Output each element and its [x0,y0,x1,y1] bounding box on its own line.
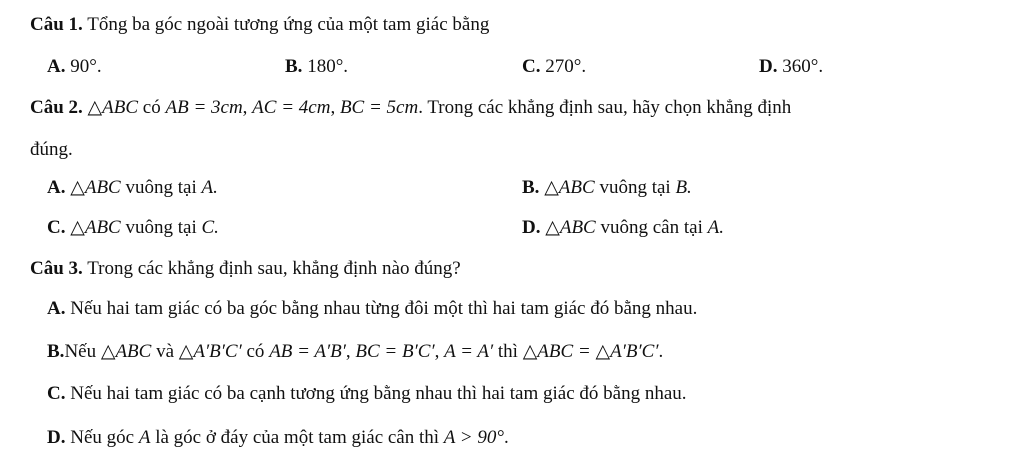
option-text: vuông tại [125,177,197,198]
question-2-rest: . Trong các khẳng định sau, hãy chọn khẳng định [418,97,792,118]
option-letter: A. [47,177,66,198]
triangle-abc: △ABC [70,177,121,198]
vertex-label: A. [707,217,724,238]
vertex-label: A. [201,177,218,198]
triangle-abc: △ABC [87,97,139,118]
word-neu: Nếu [64,341,97,362]
option-text: Nếu hai tam giác có ba cạnh tương ứng bằng nhau thì hai tam giác đó bằng nhau. [70,383,687,404]
question-1-text: Tổng ba góc ngoài tương ứng của một tam giác bằng [87,14,490,35]
option-text: vuông tại [599,177,671,198]
option-text: Nếu góc [70,427,135,448]
triangle-abc: △ABC [70,217,121,238]
question-1 [30,13,489,37]
option-value: 360°. [782,56,824,77]
question-2 [30,96,791,120]
vertex-label: B. [675,177,692,198]
option-value: 180°. [307,56,349,77]
option-letter: B. [285,56,303,77]
comma: , [345,341,351,362]
comma: , [242,97,248,118]
vertex-label: C. [201,217,219,238]
eq-ac: AC = 4cm [252,97,331,118]
q1-option-c [522,55,586,79]
option-letter: C. [47,217,66,238]
option-letter: B. [522,177,540,198]
option-text-2: là góc ở đáy của một tam giác cân thì [155,427,440,448]
q2-option-b [522,176,692,200]
eq-angle-a: A = A′ [444,341,494,362]
word-co: có [142,97,161,118]
q1-option-a [47,55,102,79]
option-letter: D. [759,56,778,77]
word-thi: thì [497,341,518,362]
eq-ab: AB = A′B′ [269,341,346,362]
q2-option-c [47,216,219,240]
inequality: A > 90° [443,427,504,448]
triangle-abc: △ABC [545,217,596,238]
option-text: vuông tại [125,217,197,238]
q2-option-d [522,216,724,240]
q1-option-b [285,55,348,79]
question-2-continuation: đúng. [30,139,73,160]
eq-bc: BC = 5cm [339,97,419,118]
word-co: có [246,341,265,362]
triangle-abc: △ABC [544,177,595,198]
question-2-label: Câu 2. [30,97,83,118]
triangle-a-prime-b-prime-c-prime: △A′B′C′ [178,341,242,362]
option-letter: C. [522,56,541,77]
word-va: và [156,341,175,362]
angle-a: A [138,427,151,448]
eq-bc: BC = B′C′ [355,341,435,362]
option-text: Nếu hai tam giác có ba góc bằng nhau từng đôi một thì hai tam giác đó bằng nhau. [70,298,698,319]
q3-option-a [47,297,697,321]
option-letter: B. [47,341,65,362]
question-3-text: Trong các khẳng định sau, khẳng định nào đúng? [87,258,461,279]
period: . [503,427,509,448]
option-letter: C. [47,383,66,404]
q1-option-d [759,55,823,79]
question-3 [30,257,461,281]
eq-ab: AB = 3cm [165,97,243,118]
question-1-label: Câu 1. [30,14,83,35]
option-letter: D. [47,427,66,448]
eq-triangles: △ABC = △A′B′C′ [522,341,659,362]
q3-option-b [47,340,663,364]
triangle-abc: △ABC [100,341,152,362]
period: . [658,341,664,362]
q3-option-d [47,426,509,450]
option-letter: A. [47,298,66,319]
q2-option-a [47,176,218,200]
comma: , [330,97,336,118]
q3-option-c [47,382,687,406]
option-value: 270°. [545,56,587,77]
comma: , [434,341,440,362]
option-letter: D. [522,217,541,238]
option-value: 90°. [70,56,102,77]
question-3-label: Câu 3. [30,258,83,279]
option-text: vuông cân tại [600,217,703,238]
option-letter: A. [47,56,66,77]
